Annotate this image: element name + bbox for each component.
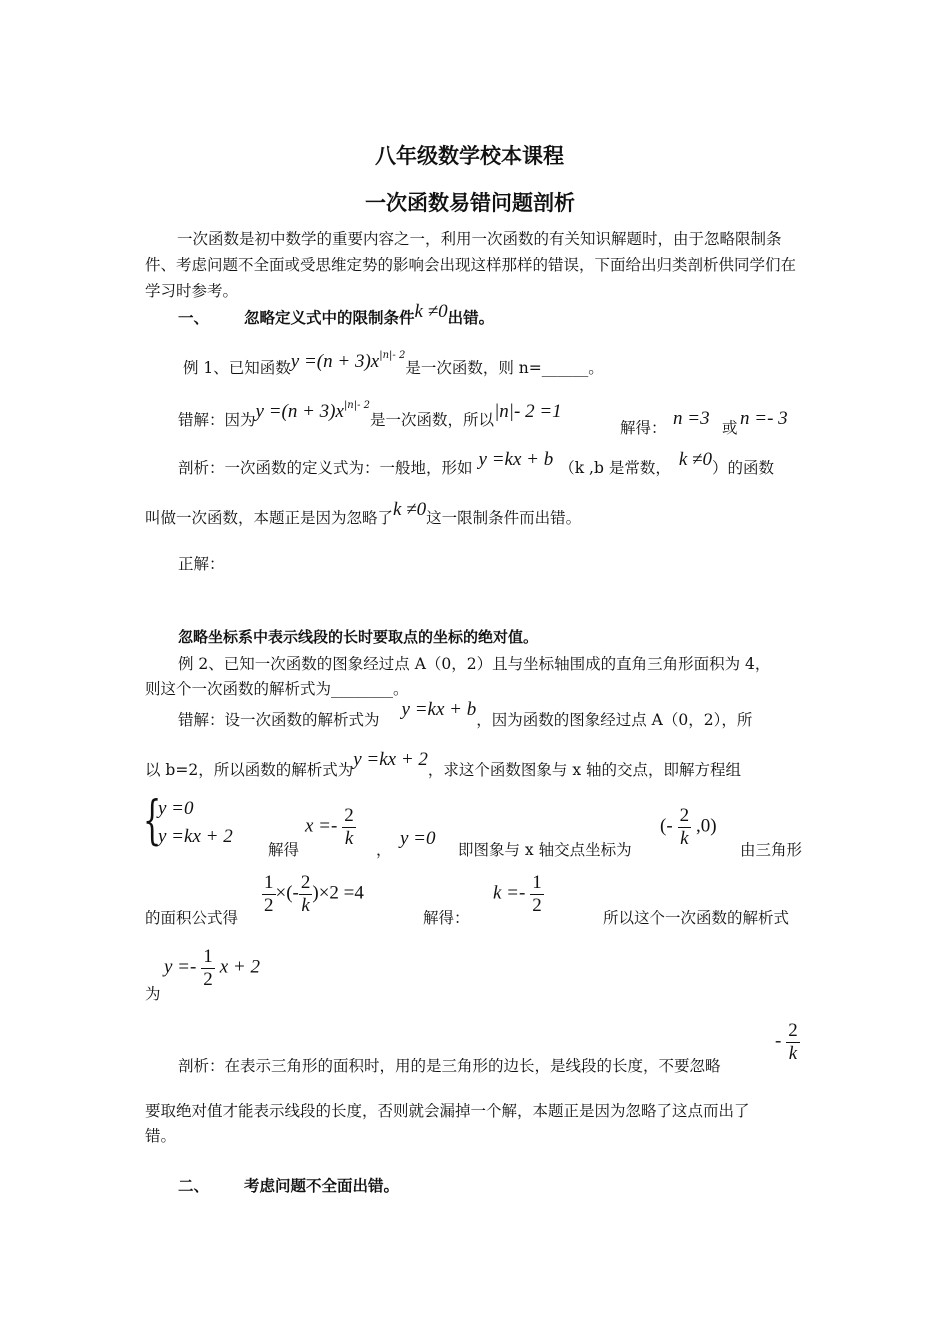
cond-k-neq-0-b: k ≠0 [678, 449, 712, 470]
wei-text: 为 [145, 985, 161, 1003]
analysis-two-line2: 要取绝对值才能表示线段的长度，否则就会漏掉一个解，本题正是因为忽略了这点而出了 [145, 1102, 750, 1120]
area-times-b: )×2 =4 [312, 882, 364, 904]
intersection-text: 即图象与 x 轴交点坐标为 [458, 841, 632, 859]
point-frac-num: 2 [679, 805, 690, 826]
y-eq-0: y =0 [400, 828, 436, 849]
cond-k-neq-0-c: k ≠0 [393, 499, 427, 520]
analysis-two-line1: 剖析：在表示三角形的面积时，用的是三角形的边长，是线段的长度，不要忽略 [178, 1057, 721, 1075]
wrong-lead: 错解：因为 [178, 411, 256, 429]
frac-den: k [344, 828, 354, 849]
section-two-number: 二、 [178, 1176, 210, 1195]
x-eq-lhs: x =- [305, 815, 338, 837]
system-eq-1: y =0 [158, 798, 194, 819]
wrong2-lead: 错解：设一次函数的解析式为 [178, 711, 380, 729]
point-frac [678, 805, 692, 850]
by-triangle-text: 由三角形 [740, 841, 803, 859]
half-den: 2 [264, 895, 274, 916]
k-frac-num: 1 [532, 872, 542, 893]
wrong-two-line1 [178, 698, 753, 729]
equation-power-function-2: y =(n + 3)x [255, 401, 344, 422]
wrong-mid: 是一次函数，所以 [370, 411, 495, 429]
cond-k-neq-0: k ≠0 [414, 301, 448, 322]
section-abs-title: 忽略坐标系中表示线段的长时要取点的坐标的绝对值。 [178, 628, 539, 646]
neg-frac-num: 2 [788, 1020, 798, 1041]
analysis-one-line2 [145, 498, 582, 527]
solve-label-three: 解得： [423, 909, 470, 927]
analysis-lead: 剖析：一次函数的定义式为：一般地，形如 [178, 459, 473, 477]
point-right: ,0) [696, 815, 717, 837]
neg-2-over-k [775, 1020, 800, 1065]
frac-num: 2 [344, 805, 354, 826]
k-frac-den: 2 [532, 895, 542, 916]
frac-2-over-k [342, 805, 356, 850]
area-frac-den: k [301, 895, 310, 916]
abs-equation: |n|- 2 =1 [494, 401, 562, 422]
example-one-lead: 例 1、已知函数 [183, 359, 291, 377]
section-one-title-b: 出错。 [447, 308, 495, 327]
example-one [183, 350, 604, 377]
point-left: (- [660, 815, 673, 837]
neg-frac [786, 1020, 800, 1065]
area-label: 的面积公式得 [145, 909, 239, 927]
analysis-line2-tail: 这一限制条件而出错。 [426, 509, 582, 527]
section-one-title-a: 忽略定义式中的限制条件 [244, 308, 415, 327]
wrong2-eq2: y =kx + 2 [353, 749, 428, 770]
system-eq-2: y =kx + 2 [158, 826, 233, 847]
section-one-number: 一、 [178, 308, 210, 327]
wrong-solution-one [178, 400, 562, 429]
k-eq-lhs: k =- [493, 882, 526, 904]
result-frac [201, 946, 215, 991]
section-one-title [244, 300, 495, 327]
exponent-2: |n|- 2 [343, 400, 371, 411]
solution-n-3: n =3 [673, 408, 710, 429]
analysis-one-line1 [178, 448, 774, 477]
neg-sign: - [775, 1030, 782, 1052]
result-tail: x + 2 [219, 956, 260, 978]
doc-subtitle: 一次函数易错问题剖析 [365, 190, 575, 215]
analysis-const: （k ,b 是常数， [559, 459, 671, 477]
intersection-point [660, 805, 717, 850]
example-one-tail: 是一次函数，则 n=______。 [405, 359, 604, 377]
or-word: 或 [722, 419, 738, 437]
wrong2-line2-lead: 以 b=2，所以函数的解析式为 [145, 761, 354, 779]
result-frac-num: 1 [203, 946, 213, 967]
solve-label-two: 解得 [268, 841, 300, 859]
area-equation [262, 872, 364, 917]
x-solution [305, 805, 356, 850]
comma: ， [376, 841, 392, 859]
system-brace: { [143, 791, 162, 851]
example-two-line1: 例 2、已知一次函数的图象经过点 A（0，2）且与坐标轴围成的直角三角形面积为 4， [178, 655, 771, 673]
correct-solution-label: 正解： [178, 555, 225, 573]
example-two-line2: 则这个一次函数的解析式为________。 [145, 680, 409, 698]
wrong2-eq: y =kx + b [401, 699, 477, 720]
half-num: 1 [264, 872, 274, 893]
result-y: y =- [164, 956, 197, 978]
area-times-a: ×(- [275, 882, 299, 904]
wrong-two-line2 [145, 748, 742, 779]
result-frac-den: 2 [203, 969, 213, 990]
analysis-line2-lead: 叫做一次函数，本题正是因为忽略了 [145, 509, 394, 527]
linear-definition-eq: y =kx + b [478, 449, 554, 470]
half-fraction [262, 872, 276, 917]
so-text: 所以这个一次函数的解析式 [603, 909, 790, 927]
intro-paragraph: 一次函数是初中数学的重要内容之一，利用一次函数的有关知识解题时，由于忽略限制条件、考虑问题不全面或受思维定势的影响会出现这样那样的错误，下面给出归类剖析供同学们在学习时参考。 [145, 230, 797, 300]
point-frac-den: k [680, 828, 689, 849]
k-solution [493, 872, 544, 917]
analysis-two-line3: 错。 [145, 1127, 177, 1145]
wrong2-mid: ，因为函数的图象经过点 A（0，2），所 [476, 711, 753, 729]
k-frac [530, 872, 544, 917]
equation-power-function: y =(n + 3)x [290, 351, 380, 372]
solution-n-neg3: n =- 3 [740, 408, 788, 429]
area-frac [299, 872, 313, 917]
exponent: |n|- 2 [379, 350, 406, 361]
doc-title: 八年级数学校本课程 [375, 143, 564, 168]
section-two-title: 考虑问题不全面出错。 [244, 1176, 400, 1195]
analysis-tail: ）的函数 [711, 459, 774, 477]
result-equation [164, 946, 260, 991]
neg-frac-den: k [788, 1043, 798, 1064]
solve-label-one: 解得： [620, 419, 667, 437]
area-frac-num: 2 [300, 872, 311, 893]
wrong2-line2-tail: ，求这个函数图象与 x 轴的交点，即解方程组 [427, 761, 742, 779]
